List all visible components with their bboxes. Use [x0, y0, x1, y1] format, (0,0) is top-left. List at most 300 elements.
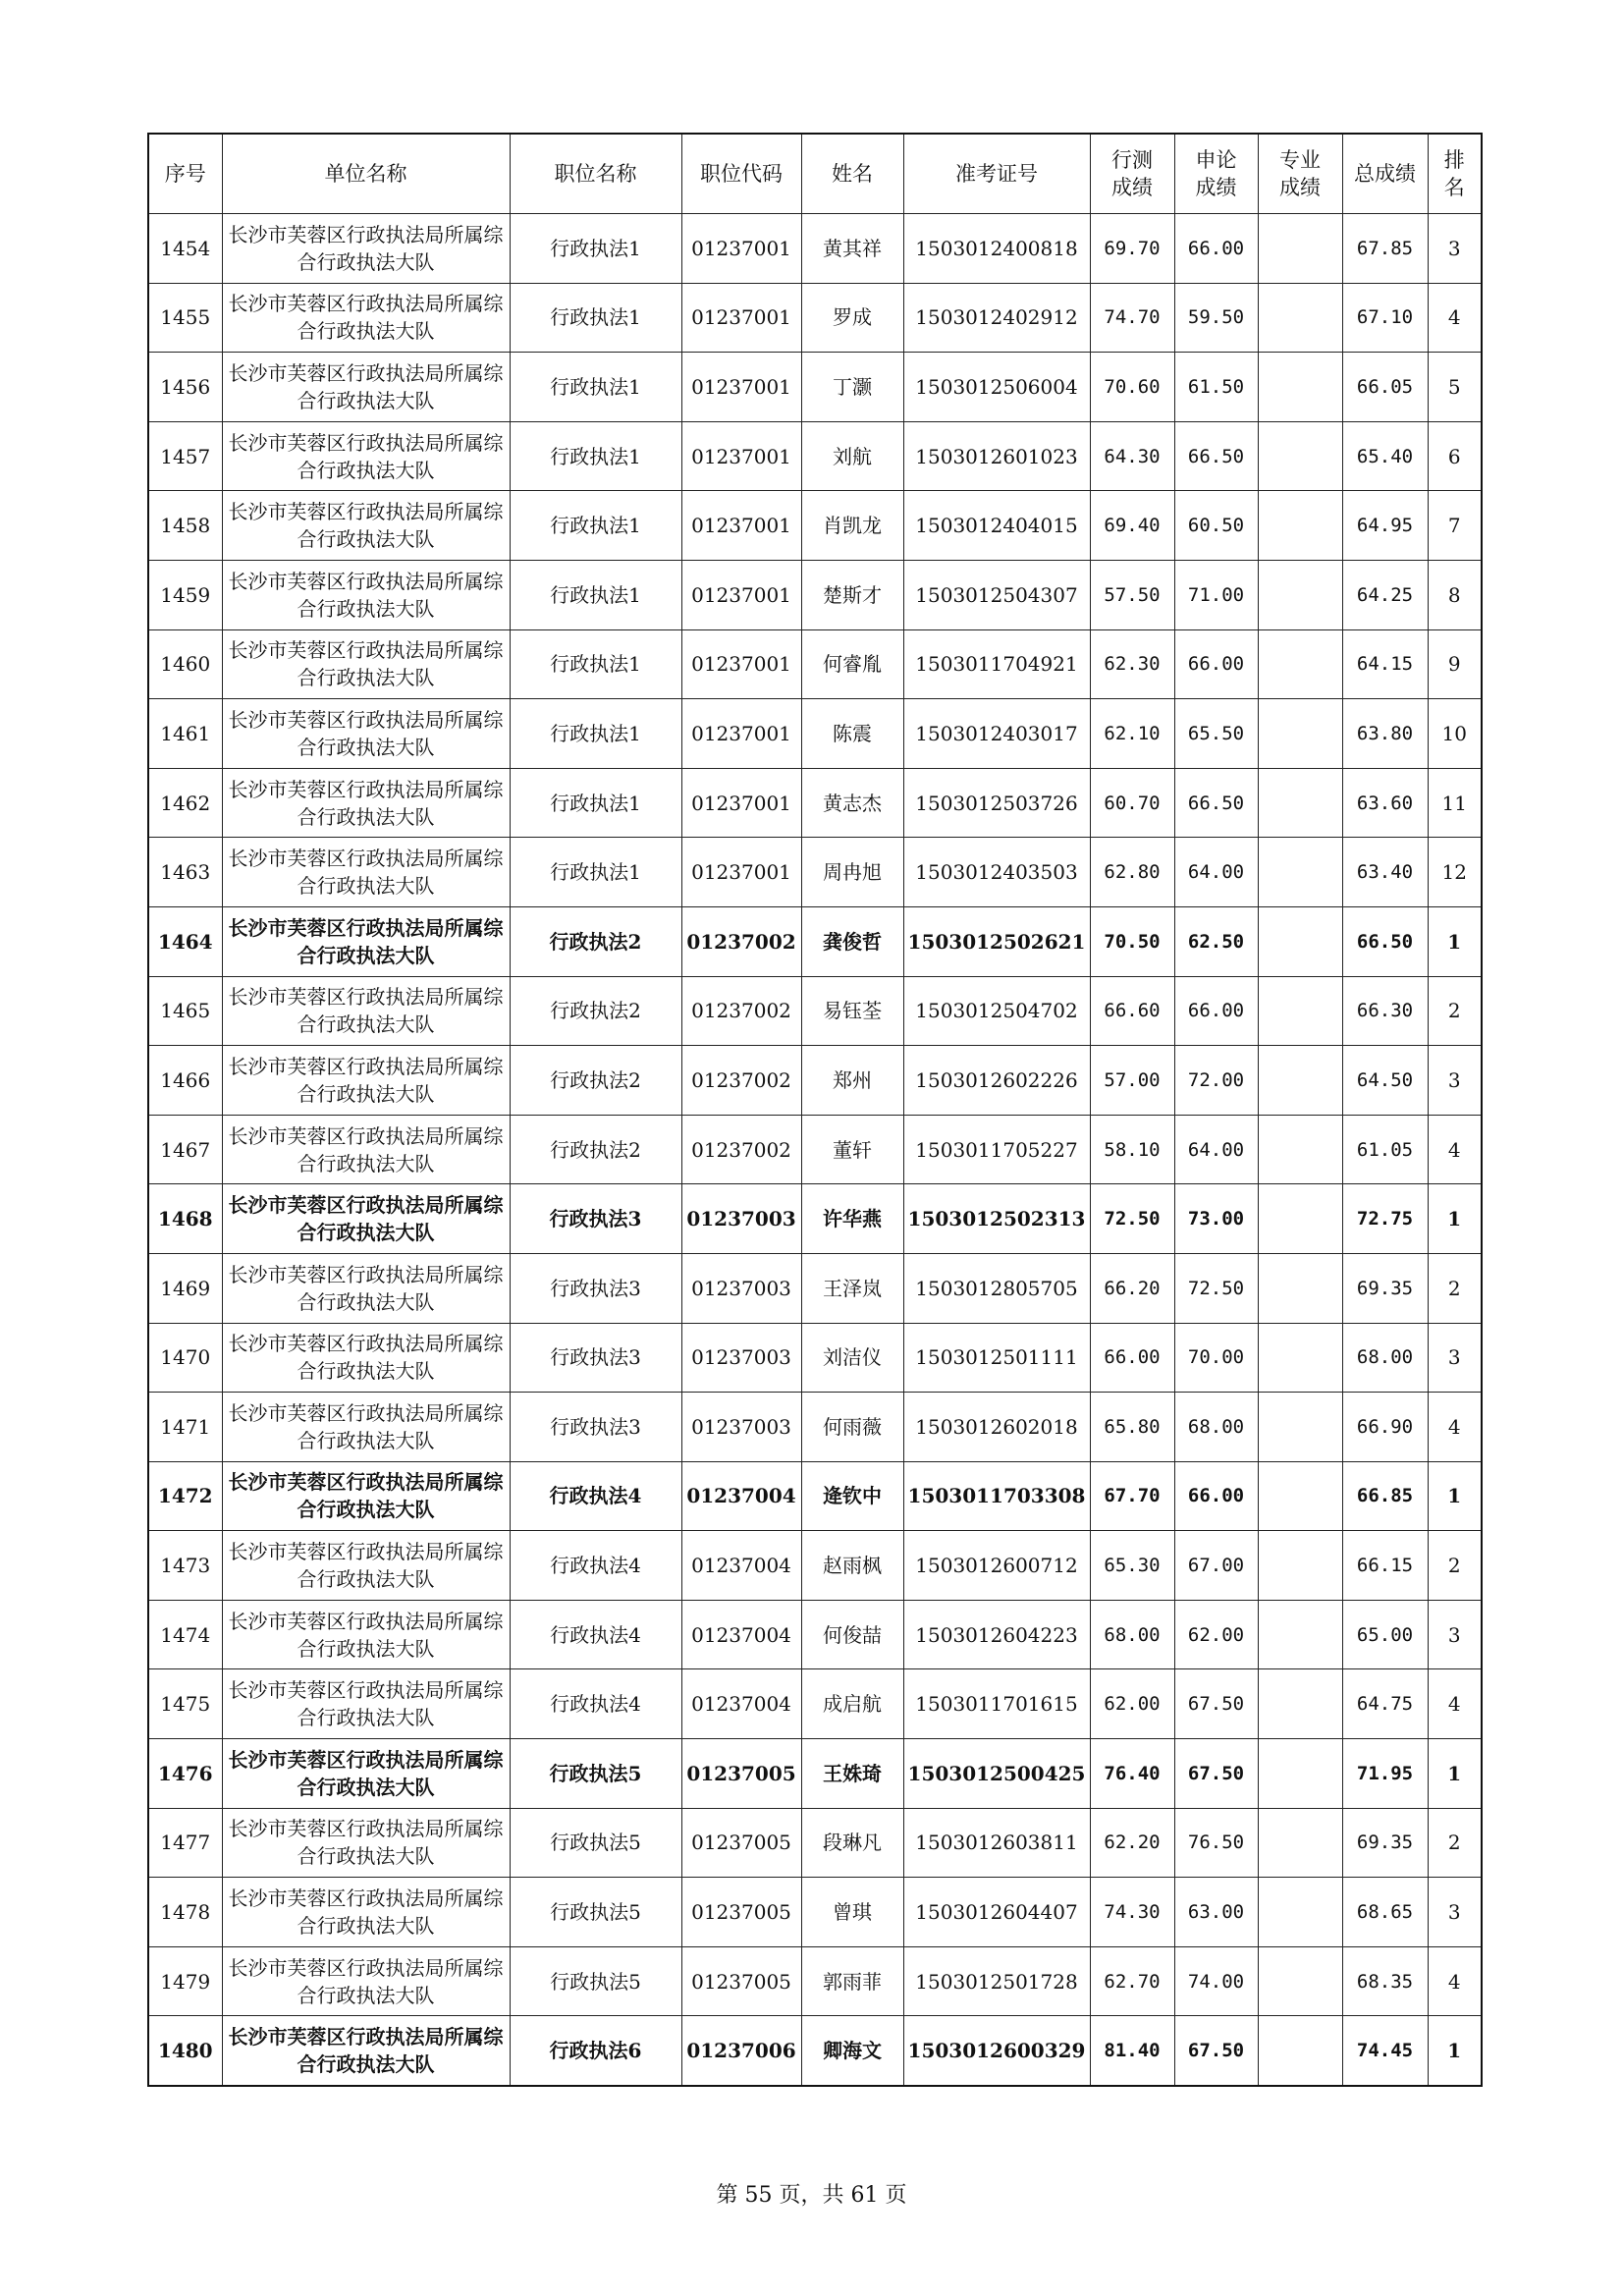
cell-xingce: 81.40 — [1090, 2016, 1174, 2086]
cell-xingce: 65.30 — [1090, 1531, 1174, 1601]
header-total: 总成绩 — [1342, 134, 1428, 214]
cell-name: 成启航 — [801, 1669, 903, 1739]
cell-unit: 长沙市芙蓉区行政执法局所属综合行政执法大队 — [222, 1600, 510, 1669]
score-table-container — [147, 133, 1483, 2087]
cell-seq: 1454 — [148, 214, 222, 284]
cell-total: 65.00 — [1342, 1600, 1428, 1669]
cell-ticket: 1503012403017 — [903, 699, 1090, 769]
table-body — [148, 214, 1482, 2087]
cell-position: 行政执法2 — [510, 1115, 681, 1184]
cell-shenlun: 68.00 — [1174, 1393, 1258, 1462]
cell-shenlun: 66.00 — [1174, 976, 1258, 1046]
cell-name: 陈震 — [801, 699, 903, 769]
table-row — [148, 1808, 1482, 1878]
cell-total: 64.75 — [1342, 1669, 1428, 1739]
cell-shenlun: 65.50 — [1174, 699, 1258, 769]
cell-seq: 1463 — [148, 838, 222, 907]
cell-position: 行政执法5 — [510, 1808, 681, 1878]
cell-ticket: 1503012504307 — [903, 560, 1090, 629]
cell-seq: 1473 — [148, 1531, 222, 1601]
table-row — [148, 838, 1482, 907]
cell-position: 行政执法3 — [510, 1253, 681, 1323]
cell-xingce: 66.60 — [1090, 976, 1174, 1046]
cell-rank: 4 — [1428, 1946, 1482, 2016]
cell-seq: 1458 — [148, 491, 222, 561]
cell-unit: 长沙市芙蓉区行政执法局所属综合行政执法大队 — [222, 560, 510, 629]
cell-name: 王姝琦 — [801, 1739, 903, 1809]
cell-code: 01237004 — [681, 1461, 801, 1531]
table-row — [148, 491, 1482, 561]
cell-total: 68.35 — [1342, 1946, 1428, 2016]
cell-xingce: 70.50 — [1090, 906, 1174, 976]
table-row — [148, 1878, 1482, 1947]
cell-position: 行政执法1 — [510, 214, 681, 284]
table-row — [148, 1393, 1482, 1462]
cell-ticket: 1503012601023 — [903, 421, 1090, 491]
cell-total: 66.15 — [1342, 1531, 1428, 1601]
cell-name: 周冉旭 — [801, 838, 903, 907]
cell-zhuanye — [1258, 1323, 1342, 1393]
cell-total: 68.65 — [1342, 1878, 1428, 1947]
cell-xingce: 57.50 — [1090, 560, 1174, 629]
cell-ticket: 1503012400818 — [903, 214, 1090, 284]
table-row — [148, 214, 1482, 284]
cell-rank: 3 — [1428, 1046, 1482, 1116]
header-seq: 序号 — [148, 134, 222, 214]
cell-xingce: 66.20 — [1090, 1253, 1174, 1323]
cell-zhuanye — [1258, 1461, 1342, 1531]
cell-unit: 长沙市芙蓉区行政执法局所属综合行政执法大队 — [222, 1115, 510, 1184]
cell-ticket: 1503012403503 — [903, 838, 1090, 907]
cell-position: 行政执法5 — [510, 1739, 681, 1809]
table-header-row — [148, 134, 1482, 214]
cell-xingce: 57.00 — [1090, 1046, 1174, 1116]
cell-unit: 长沙市芙蓉区行政执法局所属综合行政执法大队 — [222, 1253, 510, 1323]
cell-xingce: 62.10 — [1090, 699, 1174, 769]
cell-unit: 长沙市芙蓉区行政执法局所属综合行政执法大队 — [222, 976, 510, 1046]
cell-zhuanye — [1258, 1878, 1342, 1947]
cell-seq: 1455 — [148, 283, 222, 353]
cell-total: 69.35 — [1342, 1253, 1428, 1323]
cell-seq: 1470 — [148, 1323, 222, 1393]
cell-name: 段琳凡 — [801, 1808, 903, 1878]
cell-shenlun: 59.50 — [1174, 283, 1258, 353]
cell-xingce: 68.00 — [1090, 1600, 1174, 1669]
cell-position: 行政执法1 — [510, 699, 681, 769]
cell-code: 01237002 — [681, 906, 801, 976]
header-name: 姓名 — [801, 134, 903, 214]
cell-unit: 长沙市芙蓉区行政执法局所属综合行政执法大队 — [222, 1531, 510, 1601]
cell-rank: 4 — [1428, 283, 1482, 353]
cell-rank: 5 — [1428, 353, 1482, 422]
table-row — [148, 1184, 1482, 1254]
cell-rank: 1 — [1428, 1461, 1482, 1531]
cell-xingce: 62.80 — [1090, 838, 1174, 907]
cell-shenlun: 67.00 — [1174, 1531, 1258, 1601]
cell-name: 黄志杰 — [801, 768, 903, 838]
table-row — [148, 699, 1482, 769]
cell-total: 66.05 — [1342, 353, 1428, 422]
cell-seq: 1457 — [148, 421, 222, 491]
cell-xingce: 62.70 — [1090, 1946, 1174, 2016]
cell-rank: 1 — [1428, 1184, 1482, 1254]
cell-position: 行政执法4 — [510, 1531, 681, 1601]
cell-code: 01237001 — [681, 629, 801, 699]
cell-unit: 长沙市芙蓉区行政执法局所属综合行政执法大队 — [222, 1323, 510, 1393]
cell-code: 01237001 — [681, 353, 801, 422]
cell-xingce: 62.20 — [1090, 1808, 1174, 1878]
cell-zhuanye — [1258, 283, 1342, 353]
cell-name: 卿海文 — [801, 2016, 903, 2086]
table-row — [148, 1046, 1482, 1116]
cell-total: 63.60 — [1342, 768, 1428, 838]
cell-shenlun: 66.00 — [1174, 1461, 1258, 1531]
cell-xingce: 58.10 — [1090, 1115, 1174, 1184]
cell-position: 行政执法4 — [510, 1669, 681, 1739]
cell-code: 01237001 — [681, 421, 801, 491]
table-row — [148, 976, 1482, 1046]
cell-zhuanye — [1258, 1046, 1342, 1116]
cell-ticket: 1503012501111 — [903, 1323, 1090, 1393]
cell-code: 01237001 — [681, 838, 801, 907]
cell-zhuanye — [1258, 1393, 1342, 1462]
cell-code: 01237001 — [681, 214, 801, 284]
cell-rank: 9 — [1428, 629, 1482, 699]
cell-total: 71.95 — [1342, 1739, 1428, 1809]
cell-name: 王泽岚 — [801, 1253, 903, 1323]
cell-ticket: 1503012502621 — [903, 906, 1090, 976]
cell-rank: 4 — [1428, 1393, 1482, 1462]
cell-xingce: 74.30 — [1090, 1878, 1174, 1947]
table-row — [148, 1669, 1482, 1739]
cell-name: 郭雨菲 — [801, 1946, 903, 2016]
cell-position: 行政执法1 — [510, 768, 681, 838]
cell-rank: 11 — [1428, 768, 1482, 838]
cell-seq: 1471 — [148, 1393, 222, 1462]
cell-total: 66.50 — [1342, 906, 1428, 976]
cell-total: 72.75 — [1342, 1184, 1428, 1254]
cell-position: 行政执法6 — [510, 2016, 681, 2086]
cell-position: 行政执法4 — [510, 1600, 681, 1669]
cell-unit: 长沙市芙蓉区行政执法局所属综合行政执法大队 — [222, 283, 510, 353]
cell-ticket: 1503012604223 — [903, 1600, 1090, 1669]
cell-code: 01237004 — [681, 1600, 801, 1669]
cell-xingce: 74.70 — [1090, 283, 1174, 353]
cell-code: 01237001 — [681, 699, 801, 769]
cell-name: 刘航 — [801, 421, 903, 491]
cell-position: 行政执法2 — [510, 1046, 681, 1116]
cell-position: 行政执法1 — [510, 838, 681, 907]
cell-zhuanye — [1258, 1531, 1342, 1601]
cell-total: 66.90 — [1342, 1393, 1428, 1462]
cell-ticket: 1503012805705 — [903, 1253, 1090, 1323]
cell-shenlun: 71.00 — [1174, 560, 1258, 629]
cell-unit: 长沙市芙蓉区行政执法局所属综合行政执法大队 — [222, 1046, 510, 1116]
cell-ticket: 1503012602018 — [903, 1393, 1090, 1462]
cell-zhuanye — [1258, 1669, 1342, 1739]
cell-total: 67.10 — [1342, 283, 1428, 353]
cell-name: 何睿胤 — [801, 629, 903, 699]
header-position: 职位名称 — [510, 134, 681, 214]
cell-unit: 长沙市芙蓉区行政执法局所属综合行政执法大队 — [222, 353, 510, 422]
cell-ticket: 1503012504702 — [903, 976, 1090, 1046]
cell-shenlun: 66.50 — [1174, 421, 1258, 491]
cell-xingce: 69.40 — [1090, 491, 1174, 561]
cell-code: 01237005 — [681, 1946, 801, 2016]
cell-zhuanye — [1258, 838, 1342, 907]
cell-code: 01237004 — [681, 1669, 801, 1739]
cell-shenlun: 60.50 — [1174, 491, 1258, 561]
cell-name: 何俊喆 — [801, 1600, 903, 1669]
cell-unit: 长沙市芙蓉区行政执法局所属综合行政执法大队 — [222, 1878, 510, 1947]
cell-xingce: 60.70 — [1090, 768, 1174, 838]
cell-total: 67.85 — [1342, 214, 1428, 284]
cell-shenlun: 70.00 — [1174, 1323, 1258, 1393]
table-row — [148, 1461, 1482, 1531]
cell-code: 01237003 — [681, 1184, 801, 1254]
cell-total: 74.45 — [1342, 2016, 1428, 2086]
table-row — [148, 560, 1482, 629]
cell-name: 郑州 — [801, 1046, 903, 1116]
cell-position: 行政执法2 — [510, 976, 681, 1046]
cell-total: 64.50 — [1342, 1046, 1428, 1116]
cell-position: 行政执法2 — [510, 906, 681, 976]
cell-unit: 长沙市芙蓉区行政执法局所属综合行政执法大队 — [222, 1461, 510, 1531]
cell-code: 01237003 — [681, 1323, 801, 1393]
cell-ticket: 1503011701615 — [903, 1669, 1090, 1739]
cell-total: 68.00 — [1342, 1323, 1428, 1393]
cell-shenlun: 73.00 — [1174, 1184, 1258, 1254]
cell-position: 行政执法1 — [510, 491, 681, 561]
cell-seq: 1461 — [148, 699, 222, 769]
cell-ticket: 1503012503726 — [903, 768, 1090, 838]
cell-position: 行政执法5 — [510, 1878, 681, 1947]
cell-code: 01237003 — [681, 1253, 801, 1323]
cell-shenlun: 66.00 — [1174, 214, 1258, 284]
cell-seq: 1459 — [148, 560, 222, 629]
cell-code: 01237004 — [681, 1531, 801, 1601]
cell-rank: 1 — [1428, 906, 1482, 976]
table-row — [148, 906, 1482, 976]
header-rank: 排名 — [1428, 134, 1482, 214]
cell-name: 易钰荃 — [801, 976, 903, 1046]
cell-zhuanye — [1258, 1253, 1342, 1323]
cell-shenlun: 62.50 — [1174, 906, 1258, 976]
cell-seq: 1460 — [148, 629, 222, 699]
cell-zhuanye — [1258, 1600, 1342, 1669]
cell-rank: 12 — [1428, 838, 1482, 907]
cell-rank: 2 — [1428, 976, 1482, 1046]
cell-shenlun: 67.50 — [1174, 1739, 1258, 1809]
cell-shenlun: 64.00 — [1174, 838, 1258, 907]
cell-name: 许华燕 — [801, 1184, 903, 1254]
cell-seq: 1474 — [148, 1600, 222, 1669]
cell-shenlun: 67.50 — [1174, 2016, 1258, 2086]
table-row — [148, 421, 1482, 491]
cell-xingce: 62.30 — [1090, 629, 1174, 699]
table-row — [148, 1531, 1482, 1601]
cell-unit: 长沙市芙蓉区行政执法局所属综合行政执法大队 — [222, 2016, 510, 2086]
cell-zhuanye — [1258, 214, 1342, 284]
cell-seq: 1462 — [148, 768, 222, 838]
cell-zhuanye — [1258, 1739, 1342, 1809]
table-row — [148, 353, 1482, 422]
cell-zhuanye — [1258, 560, 1342, 629]
cell-zhuanye — [1258, 353, 1342, 422]
cell-rank: 3 — [1428, 214, 1482, 284]
cell-position: 行政执法1 — [510, 560, 681, 629]
cell-code: 01237005 — [681, 1878, 801, 1947]
cell-position: 行政执法5 — [510, 1946, 681, 2016]
cell-unit: 长沙市芙蓉区行政执法局所属综合行政执法大队 — [222, 421, 510, 491]
cell-rank: 3 — [1428, 1323, 1482, 1393]
cell-name: 肖凯龙 — [801, 491, 903, 561]
cell-zhuanye — [1258, 768, 1342, 838]
cell-total: 66.30 — [1342, 976, 1428, 1046]
cell-seq: 1472 — [148, 1461, 222, 1531]
cell-ticket: 1503012402912 — [903, 283, 1090, 353]
cell-name: 楚斯才 — [801, 560, 903, 629]
cell-unit: 长沙市芙蓉区行政执法局所属综合行政执法大队 — [222, 1946, 510, 2016]
cell-seq: 1468 — [148, 1184, 222, 1254]
cell-shenlun: 63.00 — [1174, 1878, 1258, 1947]
cell-seq: 1469 — [148, 1253, 222, 1323]
cell-xingce: 64.30 — [1090, 421, 1174, 491]
cell-shenlun: 66.50 — [1174, 768, 1258, 838]
cell-unit: 长沙市芙蓉区行政执法局所属综合行政执法大队 — [222, 699, 510, 769]
table-row — [148, 1323, 1482, 1393]
cell-name: 龚俊哲 — [801, 906, 903, 976]
cell-rank: 6 — [1428, 421, 1482, 491]
cell-unit: 长沙市芙蓉区行政执法局所属综合行政执法大队 — [222, 1184, 510, 1254]
cell-name: 董轩 — [801, 1115, 903, 1184]
cell-shenlun: 72.50 — [1174, 1253, 1258, 1323]
cell-rank: 1 — [1428, 2016, 1482, 2086]
cell-ticket: 1503011703308 — [903, 1461, 1090, 1531]
cell-total: 66.85 — [1342, 1461, 1428, 1531]
cell-ticket: 1503012600712 — [903, 1531, 1090, 1601]
cell-code: 01237001 — [681, 768, 801, 838]
cell-seq: 1476 — [148, 1739, 222, 1809]
cell-seq: 1456 — [148, 353, 222, 422]
cell-name: 黄其祥 — [801, 214, 903, 284]
cell-rank: 1 — [1428, 1739, 1482, 1809]
cell-xingce: 72.50 — [1090, 1184, 1174, 1254]
cell-unit: 长沙市芙蓉区行政执法局所属综合行政执法大队 — [222, 214, 510, 284]
cell-position: 行政执法4 — [510, 1461, 681, 1531]
cell-rank: 3 — [1428, 1600, 1482, 1669]
table-row — [148, 1115, 1482, 1184]
cell-rank: 2 — [1428, 1808, 1482, 1878]
header-ticket: 准考证号 — [903, 134, 1090, 214]
cell-unit: 长沙市芙蓉区行政执法局所属综合行政执法大队 — [222, 1739, 510, 1809]
cell-unit: 长沙市芙蓉区行政执法局所属综合行政执法大队 — [222, 1393, 510, 1462]
cell-name: 赵雨枫 — [801, 1531, 903, 1601]
cell-code: 01237001 — [681, 491, 801, 561]
table-row — [148, 1739, 1482, 1809]
header-zhuanye: 专业成绩 — [1258, 134, 1342, 214]
cell-rank: 3 — [1428, 1878, 1482, 1947]
cell-shenlun: 67.50 — [1174, 1669, 1258, 1739]
cell-zhuanye — [1258, 629, 1342, 699]
cell-position: 行政执法3 — [510, 1184, 681, 1254]
cell-code: 01237002 — [681, 976, 801, 1046]
cell-rank: 10 — [1428, 699, 1482, 769]
cell-zhuanye — [1258, 2016, 1342, 2086]
cell-ticket: 1503012404015 — [903, 491, 1090, 561]
cell-ticket: 1503012603811 — [903, 1808, 1090, 1878]
cell-code: 01237002 — [681, 1115, 801, 1184]
cell-rank: 2 — [1428, 1253, 1482, 1323]
cell-rank: 7 — [1428, 491, 1482, 561]
cell-seq: 1466 — [148, 1046, 222, 1116]
cell-zhuanye — [1258, 1184, 1342, 1254]
cell-ticket: 1503012604407 — [903, 1878, 1090, 1947]
cell-position: 行政执法1 — [510, 421, 681, 491]
cell-name: 丁灏 — [801, 353, 903, 422]
cell-total: 69.35 — [1342, 1808, 1428, 1878]
cell-name: 刘洁仪 — [801, 1323, 903, 1393]
cell-zhuanye — [1258, 976, 1342, 1046]
cell-seq: 1475 — [148, 1669, 222, 1739]
cell-rank: 4 — [1428, 1669, 1482, 1739]
cell-ticket: 1503012502313 — [903, 1184, 1090, 1254]
cell-total: 63.40 — [1342, 838, 1428, 907]
cell-rank: 8 — [1428, 560, 1482, 629]
cell-zhuanye — [1258, 699, 1342, 769]
cell-name: 逄钦中 — [801, 1461, 903, 1531]
cell-ticket: 1503012602226 — [903, 1046, 1090, 1116]
cell-xingce: 70.60 — [1090, 353, 1174, 422]
cell-position: 行政执法1 — [510, 353, 681, 422]
cell-total: 64.15 — [1342, 629, 1428, 699]
cell-seq: 1465 — [148, 976, 222, 1046]
cell-name: 曾琪 — [801, 1878, 903, 1947]
cell-name: 何雨薇 — [801, 1393, 903, 1462]
cell-seq: 1464 — [148, 906, 222, 976]
cell-code: 01237005 — [681, 1808, 801, 1878]
table-row — [148, 629, 1482, 699]
cell-shenlun: 61.50 — [1174, 353, 1258, 422]
cell-seq: 1480 — [148, 2016, 222, 2086]
cell-zhuanye — [1258, 491, 1342, 561]
table-row — [148, 1946, 1482, 2016]
table-row — [148, 2016, 1482, 2086]
cell-seq: 1467 — [148, 1115, 222, 1184]
cell-xingce: 65.80 — [1090, 1393, 1174, 1462]
cell-position: 行政执法3 — [510, 1393, 681, 1462]
cell-code: 01237001 — [681, 560, 801, 629]
cell-xingce: 69.70 — [1090, 214, 1174, 284]
cell-ticket: 1503012500425 — [903, 1739, 1090, 1809]
table-row — [148, 768, 1482, 838]
table-row — [148, 1600, 1482, 1669]
cell-zhuanye — [1258, 906, 1342, 976]
cell-zhuanye — [1258, 1115, 1342, 1184]
cell-code: 01237006 — [681, 2016, 801, 2086]
cell-zhuanye — [1258, 1808, 1342, 1878]
cell-unit: 长沙市芙蓉区行政执法局所属综合行政执法大队 — [222, 629, 510, 699]
cell-rank: 4 — [1428, 1115, 1482, 1184]
cell-total: 65.40 — [1342, 421, 1428, 491]
cell-shenlun: 64.00 — [1174, 1115, 1258, 1184]
cell-zhuanye — [1258, 1946, 1342, 2016]
cell-ticket: 1503012506004 — [903, 353, 1090, 422]
header-unit: 单位名称 — [222, 134, 510, 214]
cell-seq: 1478 — [148, 1878, 222, 1947]
cell-code: 01237002 — [681, 1046, 801, 1116]
cell-ticket: 1503012501728 — [903, 1946, 1090, 2016]
